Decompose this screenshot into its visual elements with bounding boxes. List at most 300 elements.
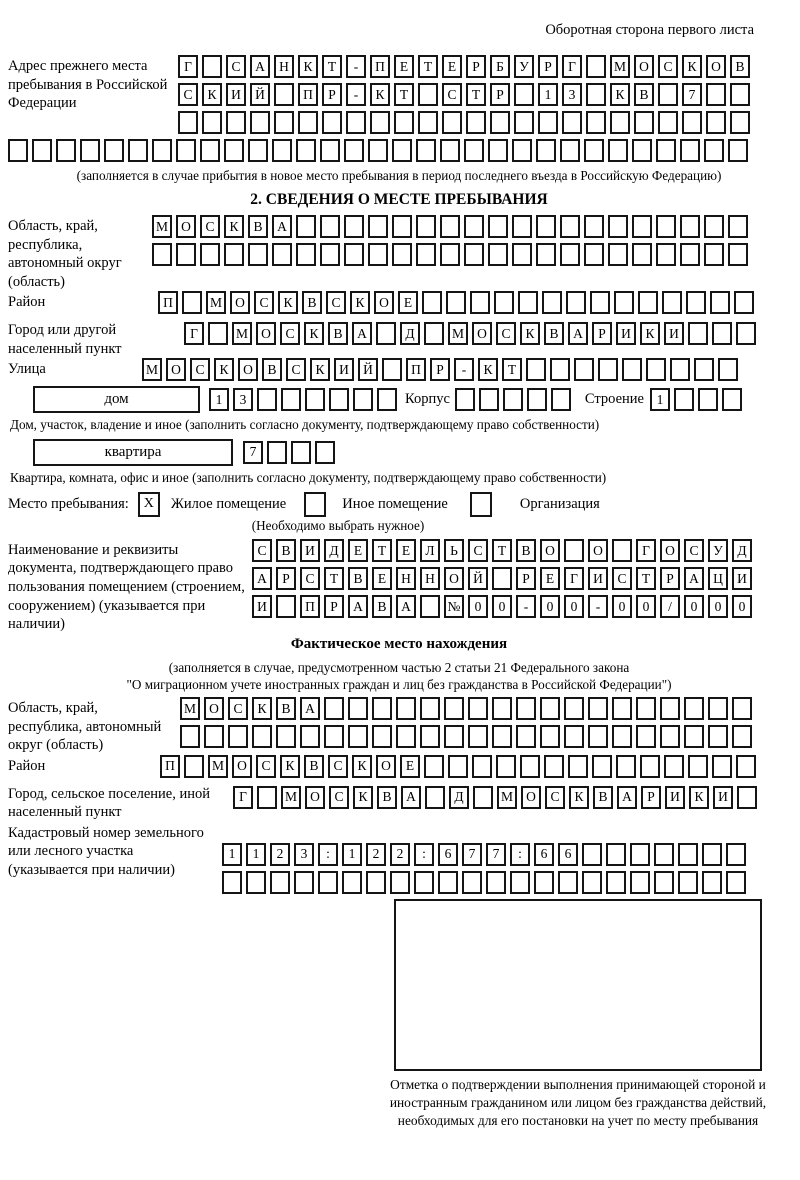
char-box[interactable] [442, 111, 462, 134]
char-box[interactable] [712, 322, 732, 345]
char-box[interactable] [300, 725, 320, 748]
char-box[interactable] [257, 786, 277, 809]
char-box[interactable]: О [232, 755, 252, 778]
char-box[interactable]: А [250, 55, 270, 78]
char-box[interactable]: 0 [732, 595, 752, 618]
char-box[interactable] [622, 358, 642, 381]
char-box[interactable]: О [204, 697, 224, 720]
char-box[interactable] [632, 139, 652, 162]
char-box[interactable] [270, 871, 290, 894]
char-box[interactable]: О [238, 358, 258, 381]
char-box[interactable] [492, 697, 512, 720]
char-box[interactable]: П [406, 358, 426, 381]
char-box[interactable]: 1 [342, 843, 362, 866]
char-box[interactable]: С [252, 539, 272, 562]
char-box[interactable]: Н [274, 55, 294, 78]
char-box[interactable]: О [230, 291, 250, 314]
char-box[interactable]: М [180, 697, 200, 720]
char-box[interactable]: О [176, 215, 196, 238]
checkbox-inoe[interactable] [304, 492, 326, 517]
char-box[interactable]: С [280, 322, 300, 345]
char-box[interactable]: В [276, 697, 296, 720]
char-box[interactable] [588, 725, 608, 748]
char-box[interactable] [382, 358, 402, 381]
char-box[interactable] [632, 215, 652, 238]
char-box[interactable] [656, 215, 676, 238]
char-box[interactable] [606, 871, 626, 894]
char-box[interactable]: Р [490, 83, 510, 106]
char-box[interactable] [736, 322, 756, 345]
char-box[interactable] [638, 291, 658, 314]
char-box[interactable]: 6 [558, 843, 578, 866]
char-box[interactable]: К [280, 755, 300, 778]
char-box[interactable] [702, 871, 722, 894]
char-box[interactable]: А [684, 567, 704, 590]
char-box[interactable]: № [444, 595, 464, 618]
char-box[interactable]: О [540, 539, 560, 562]
char-box[interactable] [180, 725, 200, 748]
char-box[interactable]: Е [442, 55, 462, 78]
char-box[interactable]: Е [400, 755, 420, 778]
char-box[interactable]: М [497, 786, 517, 809]
char-box[interactable]: В [593, 786, 613, 809]
char-box[interactable] [392, 139, 412, 162]
char-box[interactable]: 0 [492, 595, 512, 618]
char-box[interactable]: Т [502, 358, 522, 381]
char-box[interactable]: О [472, 322, 492, 345]
char-box[interactable] [464, 243, 484, 266]
char-box[interactable] [462, 871, 482, 894]
char-box[interactable] [512, 243, 532, 266]
char-box[interactable]: 2 [390, 843, 410, 866]
char-box[interactable]: 7 [682, 83, 702, 106]
char-box[interactable] [472, 755, 492, 778]
char-box[interactable]: И [616, 322, 636, 345]
char-box[interactable] [654, 843, 674, 866]
char-box[interactable]: О [166, 358, 186, 381]
char-box[interactable]: - [346, 83, 366, 106]
char-box[interactable]: А [568, 322, 588, 345]
char-box[interactable] [558, 871, 578, 894]
char-box[interactable]: М [208, 755, 228, 778]
char-box[interactable] [660, 725, 680, 748]
char-box[interactable] [392, 243, 412, 266]
char-box[interactable]: 0 [468, 595, 488, 618]
char-box[interactable] [684, 697, 704, 720]
char-box[interactable] [418, 83, 438, 106]
char-box[interactable]: К [569, 786, 589, 809]
char-box[interactable] [516, 725, 536, 748]
char-box[interactable] [416, 243, 436, 266]
char-box[interactable] [586, 83, 606, 106]
char-box[interactable] [267, 441, 287, 464]
char-box[interactable] [446, 291, 466, 314]
char-box[interactable] [416, 215, 436, 238]
char-box[interactable] [488, 215, 508, 238]
char-box[interactable]: Г [564, 567, 584, 590]
char-box[interactable] [274, 83, 294, 106]
char-box[interactable] [202, 111, 222, 134]
char-box[interactable] [582, 843, 602, 866]
char-box[interactable]: Ь [444, 539, 464, 562]
char-box[interactable] [294, 871, 314, 894]
char-box[interactable] [722, 388, 742, 411]
char-box[interactable] [377, 388, 397, 411]
char-box[interactable] [368, 243, 388, 266]
char-box[interactable] [503, 388, 523, 411]
char-box[interactable] [608, 139, 628, 162]
char-box[interactable]: М [206, 291, 226, 314]
char-box[interactable]: К [682, 55, 702, 78]
char-box[interactable] [728, 243, 748, 266]
char-box[interactable]: Й [250, 83, 270, 106]
char-box[interactable] [224, 243, 244, 266]
char-box[interactable] [586, 55, 606, 78]
char-box[interactable] [592, 755, 612, 778]
char-box[interactable]: К [304, 322, 324, 345]
char-box[interactable] [612, 697, 632, 720]
char-box[interactable] [318, 871, 338, 894]
char-box[interactable]: К [278, 291, 298, 314]
char-box[interactable] [224, 139, 244, 162]
char-box[interactable] [732, 697, 752, 720]
char-box[interactable] [680, 243, 700, 266]
char-box[interactable] [708, 697, 728, 720]
char-box[interactable] [560, 243, 580, 266]
char-box[interactable]: Т [636, 567, 656, 590]
char-box[interactable]: С [190, 358, 210, 381]
char-box[interactable] [276, 725, 296, 748]
char-box[interactable]: С [178, 83, 198, 106]
char-box[interactable] [730, 111, 750, 134]
char-box[interactable]: 3 [233, 388, 253, 411]
char-box[interactable] [222, 871, 242, 894]
char-box[interactable]: А [352, 322, 372, 345]
char-box[interactable]: Т [466, 83, 486, 106]
char-box[interactable] [728, 215, 748, 238]
char-box[interactable]: К [689, 786, 709, 809]
char-box[interactable]: 0 [564, 595, 584, 618]
char-box[interactable] [392, 215, 412, 238]
char-box[interactable]: Т [492, 539, 512, 562]
char-box[interactable] [704, 139, 724, 162]
char-box[interactable]: С [226, 55, 246, 78]
char-box[interactable] [646, 358, 666, 381]
char-box[interactable]: И [334, 358, 354, 381]
char-box[interactable]: 1 [538, 83, 558, 106]
char-box[interactable] [512, 139, 532, 162]
char-box[interactable]: В [516, 539, 536, 562]
char-box[interactable]: 0 [708, 595, 728, 618]
char-box[interactable] [688, 755, 708, 778]
char-box[interactable] [342, 871, 362, 894]
char-box[interactable] [536, 215, 556, 238]
char-box[interactable] [372, 697, 392, 720]
char-box[interactable] [366, 871, 386, 894]
char-box[interactable] [492, 567, 512, 590]
char-box[interactable] [226, 111, 246, 134]
char-box[interactable] [634, 111, 654, 134]
char-box[interactable] [425, 786, 445, 809]
char-box[interactable]: Р [430, 358, 450, 381]
char-box[interactable] [320, 215, 340, 238]
char-box[interactable]: Е [396, 539, 416, 562]
char-box[interactable]: С [256, 755, 276, 778]
kvartira-box[interactable]: квартира [33, 439, 233, 466]
char-box[interactable]: Г [178, 55, 198, 78]
char-box[interactable] [246, 871, 266, 894]
char-box[interactable]: Г [636, 539, 656, 562]
char-box[interactable]: А [617, 786, 637, 809]
char-box[interactable]: К [478, 358, 498, 381]
char-box[interactable] [660, 697, 680, 720]
char-box[interactable] [466, 111, 486, 134]
char-box[interactable] [610, 111, 630, 134]
char-box[interactable]: И [588, 567, 608, 590]
char-box[interactable] [344, 243, 364, 266]
char-box[interactable] [368, 215, 388, 238]
char-box[interactable]: У [514, 55, 534, 78]
char-box[interactable]: Д [400, 322, 420, 345]
char-box[interactable] [488, 243, 508, 266]
char-box[interactable]: 2 [366, 843, 386, 866]
char-box[interactable] [678, 871, 698, 894]
char-box[interactable]: К [352, 755, 372, 778]
char-box[interactable] [540, 725, 560, 748]
char-box[interactable] [662, 291, 682, 314]
char-box[interactable] [630, 843, 650, 866]
char-box[interactable]: А [300, 697, 320, 720]
char-box[interactable] [496, 755, 516, 778]
char-box[interactable] [440, 139, 460, 162]
char-box[interactable]: Н [396, 567, 416, 590]
char-box[interactable]: 0 [612, 595, 632, 618]
char-box[interactable] [698, 388, 718, 411]
char-box[interactable]: М [152, 215, 172, 238]
char-box[interactable]: С [200, 215, 220, 238]
char-box[interactable] [272, 243, 292, 266]
char-box[interactable] [551, 388, 571, 411]
char-box[interactable]: 2 [270, 843, 290, 866]
char-box[interactable]: С [254, 291, 274, 314]
char-box[interactable] [420, 725, 440, 748]
char-box[interactable]: И [226, 83, 246, 106]
char-box[interactable]: 0 [540, 595, 560, 618]
char-box[interactable]: В [544, 322, 564, 345]
char-box[interactable]: П [300, 595, 320, 618]
char-box[interactable]: П [158, 291, 178, 314]
char-box[interactable] [678, 843, 698, 866]
char-box[interactable] [202, 55, 222, 78]
char-box[interactable]: : [414, 843, 434, 866]
char-box[interactable]: И [732, 567, 752, 590]
char-box[interactable]: К [214, 358, 234, 381]
char-box[interactable]: К [353, 786, 373, 809]
char-box[interactable] [582, 871, 602, 894]
char-box[interactable] [680, 139, 700, 162]
char-box[interactable]: С [545, 786, 565, 809]
char-box[interactable] [252, 725, 272, 748]
char-box[interactable] [182, 291, 202, 314]
char-box[interactable] [664, 755, 684, 778]
char-box[interactable] [344, 139, 364, 162]
char-box[interactable]: Р [660, 567, 680, 590]
char-box[interactable] [734, 291, 754, 314]
char-box[interactable] [598, 358, 618, 381]
char-box[interactable] [574, 358, 594, 381]
char-box[interactable]: О [634, 55, 654, 78]
char-box[interactable] [516, 697, 536, 720]
char-box[interactable]: Е [398, 291, 418, 314]
char-box[interactable]: Р [466, 55, 486, 78]
char-box[interactable] [684, 725, 704, 748]
char-box[interactable] [276, 595, 296, 618]
char-box[interactable]: 1 [222, 843, 242, 866]
char-box[interactable] [320, 139, 340, 162]
char-box[interactable]: И [252, 595, 272, 618]
char-box[interactable] [636, 725, 656, 748]
char-box[interactable]: О [305, 786, 325, 809]
char-box[interactable] [612, 539, 632, 562]
char-box[interactable] [394, 111, 414, 134]
char-box[interactable] [726, 843, 746, 866]
char-box[interactable] [544, 755, 564, 778]
char-box[interactable] [424, 322, 444, 345]
char-box[interactable] [104, 139, 124, 162]
char-box[interactable] [732, 725, 752, 748]
char-box[interactable] [281, 388, 301, 411]
char-box[interactable]: Е [372, 567, 392, 590]
char-box[interactable] [527, 388, 547, 411]
char-box[interactable] [710, 291, 730, 314]
char-box[interactable] [128, 139, 148, 162]
char-box[interactable] [616, 755, 636, 778]
char-box[interactable]: О [588, 539, 608, 562]
char-box[interactable]: 1 [650, 388, 670, 411]
char-box[interactable]: Р [322, 83, 342, 106]
char-box[interactable]: С [228, 697, 248, 720]
char-box[interactable]: К [350, 291, 370, 314]
char-box[interactable] [396, 725, 416, 748]
char-box[interactable] [718, 358, 738, 381]
char-box[interactable]: А [272, 215, 292, 238]
char-box[interactable] [344, 215, 364, 238]
char-box[interactable]: - [346, 55, 366, 78]
char-box[interactable]: Й [358, 358, 378, 381]
char-box[interactable] [682, 111, 702, 134]
char-box[interactable] [494, 291, 514, 314]
char-box[interactable]: С [328, 755, 348, 778]
char-box[interactable]: Т [394, 83, 414, 106]
char-box[interactable] [176, 243, 196, 266]
char-box[interactable] [612, 725, 632, 748]
char-box[interactable]: Н [420, 567, 440, 590]
char-box[interactable] [228, 725, 248, 748]
char-box[interactable]: С [300, 567, 320, 590]
char-box[interactable] [274, 111, 294, 134]
char-box[interactable]: И [665, 786, 685, 809]
char-box[interactable] [632, 243, 652, 266]
char-box[interactable]: С [496, 322, 516, 345]
char-box[interactable] [658, 111, 678, 134]
char-box[interactable] [296, 215, 316, 238]
char-box[interactable]: Р [592, 322, 612, 345]
char-box[interactable]: М [448, 322, 468, 345]
char-box[interactable]: И [713, 786, 733, 809]
char-box[interactable]: 7 [243, 441, 263, 464]
char-box[interactable] [370, 111, 390, 134]
char-box[interactable]: К [370, 83, 390, 106]
char-box[interactable]: 7 [486, 843, 506, 866]
char-box[interactable]: О [521, 786, 541, 809]
char-box[interactable]: 1 [209, 388, 229, 411]
char-box[interactable] [518, 291, 538, 314]
char-box[interactable]: О [374, 291, 394, 314]
char-box[interactable] [658, 83, 678, 106]
char-box[interactable] [390, 871, 410, 894]
char-box[interactable] [588, 697, 608, 720]
char-box[interactable] [80, 139, 100, 162]
char-box[interactable] [324, 697, 344, 720]
char-box[interactable] [730, 83, 750, 106]
char-box[interactable]: М [281, 786, 301, 809]
char-box[interactable]: Г [184, 322, 204, 345]
checkbox-zhiloe[interactable]: X [138, 492, 160, 517]
char-box[interactable] [536, 139, 556, 162]
char-box[interactable] [444, 697, 464, 720]
char-box[interactable] [420, 595, 440, 618]
char-box[interactable] [315, 441, 335, 464]
char-box[interactable] [702, 843, 722, 866]
char-box[interactable]: Г [233, 786, 253, 809]
char-box[interactable] [184, 755, 204, 778]
char-box[interactable] [208, 322, 228, 345]
char-box[interactable]: О [376, 755, 396, 778]
char-box[interactable] [305, 388, 325, 411]
char-box[interactable]: Р [516, 567, 536, 590]
char-box[interactable] [704, 215, 724, 238]
char-box[interactable] [448, 755, 468, 778]
char-box[interactable]: 3 [294, 843, 314, 866]
char-box[interactable]: Т [372, 539, 392, 562]
char-box[interactable] [540, 697, 560, 720]
char-box[interactable]: И [664, 322, 684, 345]
char-box[interactable] [176, 139, 196, 162]
char-box[interactable]: Б [490, 55, 510, 78]
char-box[interactable] [584, 139, 604, 162]
char-box[interactable] [608, 215, 628, 238]
char-box[interactable]: К [298, 55, 318, 78]
char-box[interactable]: Г [562, 55, 582, 78]
char-box[interactable] [584, 215, 604, 238]
char-box[interactable] [291, 441, 311, 464]
char-box[interactable]: Р [324, 595, 344, 618]
char-box[interactable]: С [684, 539, 704, 562]
char-box[interactable]: О [660, 539, 680, 562]
char-box[interactable] [614, 291, 634, 314]
char-box[interactable] [257, 388, 277, 411]
char-box[interactable]: Р [641, 786, 661, 809]
char-box[interactable] [455, 388, 475, 411]
char-box[interactable] [606, 843, 626, 866]
char-box[interactable]: Л [420, 539, 440, 562]
char-box[interactable] [470, 291, 490, 314]
checkbox-org[interactable] [470, 492, 492, 517]
char-box[interactable] [520, 755, 540, 778]
char-box[interactable]: 7 [462, 843, 482, 866]
char-box[interactable]: М [142, 358, 162, 381]
char-box[interactable]: С [286, 358, 306, 381]
